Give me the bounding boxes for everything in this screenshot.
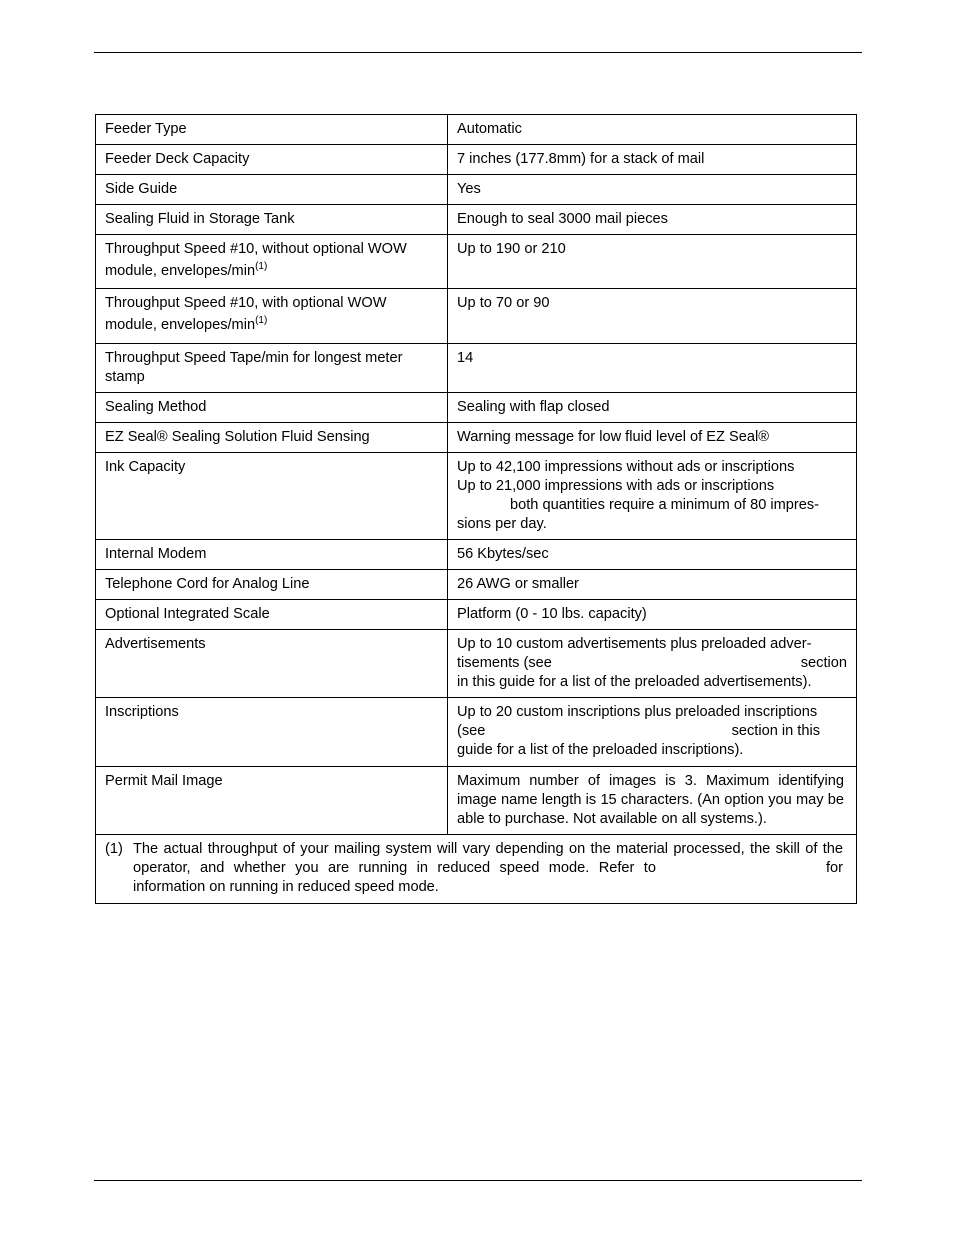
spec-value-line: Up to 42,100 impressions without ads or inscriptions <box>457 459 795 475</box>
spec-value-fragment: section in this <box>731 723 820 739</box>
table-row <box>96 630 857 698</box>
spec-label: Ink Capacity <box>96 453 448 540</box>
table-row <box>96 423 857 453</box>
spec-value-line: in this guide for a list of the preloaded advertisements). <box>457 674 812 690</box>
spec-label: Sealing Fluid in Storage Tank <box>96 205 448 235</box>
spec-value: Yes <box>448 175 857 205</box>
footnote-ref: (1) <box>255 315 268 327</box>
spec-label: Telephone Cord for Analog Line <box>96 570 448 600</box>
spec-value-line: Up to 20 custom inscriptions plus preloaded inscriptions <box>457 704 818 720</box>
footnote-text <box>133 840 843 897</box>
table-row <box>96 453 857 540</box>
spec-value-line: Up to 21,000 impressions with ads or inscriptions <box>457 478 775 494</box>
spec-value: 56 Kbytes/sec <box>448 540 857 570</box>
spec-value: Sealing with flap closed <box>448 393 857 423</box>
spec-label: Feeder Type <box>96 115 448 145</box>
spec-label: Advertisements <box>96 630 448 698</box>
spec-value: 14 <box>448 344 857 393</box>
spec-value-fragment: (see <box>457 723 486 739</box>
spec-value-line: both quantities require a minimum of 80 impres- <box>510 497 820 513</box>
spec-value: 26 AWG or smaller <box>448 570 857 600</box>
table-row <box>96 205 857 235</box>
spec-label: Optional Integrated Scale <box>96 600 448 630</box>
spec-label: Feeder Deck Capacity <box>96 145 448 175</box>
spec-value: Enough to seal 3000 mail pieces <box>448 205 857 235</box>
header-rule <box>94 52 862 53</box>
spec-value: Platform (0 - 10 lbs. capacity) <box>448 600 857 630</box>
spec-value-line: sions per day. <box>457 516 547 532</box>
spec-value: Maximum number of images is 3. Maximum identifying image name length is 15 characters. (An option you may be able to purchase. Not available on all systems.). <box>448 767 857 835</box>
table-row <box>96 115 857 145</box>
table-row <box>96 393 857 423</box>
footnote-cell <box>96 835 857 904</box>
spec-label: Permit Mail Image <box>96 767 448 835</box>
spec-value: Automatic <box>448 115 857 145</box>
spec-value-cell <box>448 630 857 698</box>
footnote <box>105 840 843 897</box>
footnote-text-before: The actual throughput of your mailing system will vary depending on the material processed, the skill of the operator, and whether you are running in reduced speed mode. Refer to <box>133 841 843 876</box>
spec-label-cell <box>96 235 448 289</box>
table-row <box>96 698 857 767</box>
spec-value-line: guide for a list of the preloaded inscriptions). <box>457 742 744 758</box>
spec-label: Sealing Method <box>96 393 448 423</box>
spec-label-cell <box>96 289 448 344</box>
spec-value-cell <box>448 453 857 540</box>
spec-label: EZ Seal® Sealing Solution Fluid Sensing <box>96 423 448 453</box>
table-row <box>96 289 857 344</box>
spec-value: Up to 70 or 90 <box>448 289 857 344</box>
footer-rule <box>94 1180 862 1181</box>
table-row <box>96 540 857 570</box>
table-row <box>96 235 857 289</box>
spec-value-fragment: section <box>800 655 847 671</box>
table-row <box>96 600 857 630</box>
table-row <box>96 570 857 600</box>
spec-value-line: Up to 10 custom advertisements plus preloaded adver- <box>457 636 812 652</box>
table-row <box>96 145 857 175</box>
spec-value-fragment: tisements (see <box>457 655 552 671</box>
footnote-row <box>96 835 857 904</box>
spec-value-line-split <box>457 722 847 741</box>
spec-label: Side Guide <box>96 175 448 205</box>
spec-label: Throughput Speed #10, without optional WOW module, envelopes/min <box>105 241 407 279</box>
footnote-number: (1) <box>105 841 123 857</box>
spec-value-cell <box>448 698 857 767</box>
spec-label: Internal Modem <box>96 540 448 570</box>
spec-value-line-split <box>457 654 847 673</box>
table-row <box>96 344 857 393</box>
spec-label: Throughput Speed #10, with optional WOW module, envelopes/min <box>105 295 387 333</box>
footnote-ref: (1) <box>255 261 268 273</box>
spec-value: 7 inches (177.8mm) for a stack of mail <box>448 145 857 175</box>
spec-value: Up to 190 or 210 <box>448 235 857 289</box>
footnote-text-after: for information on running in reduced speed mode. <box>133 860 843 895</box>
spec-value: Warning message for low fluid level of EZ Seal® <box>448 423 857 453</box>
spec-label: Throughput Speed Tape/min for longest meter stamp <box>96 344 448 393</box>
spec-label: Inscriptions <box>96 698 448 767</box>
table-row <box>96 175 857 205</box>
specifications-table <box>95 114 857 904</box>
table-row <box>96 767 857 835</box>
